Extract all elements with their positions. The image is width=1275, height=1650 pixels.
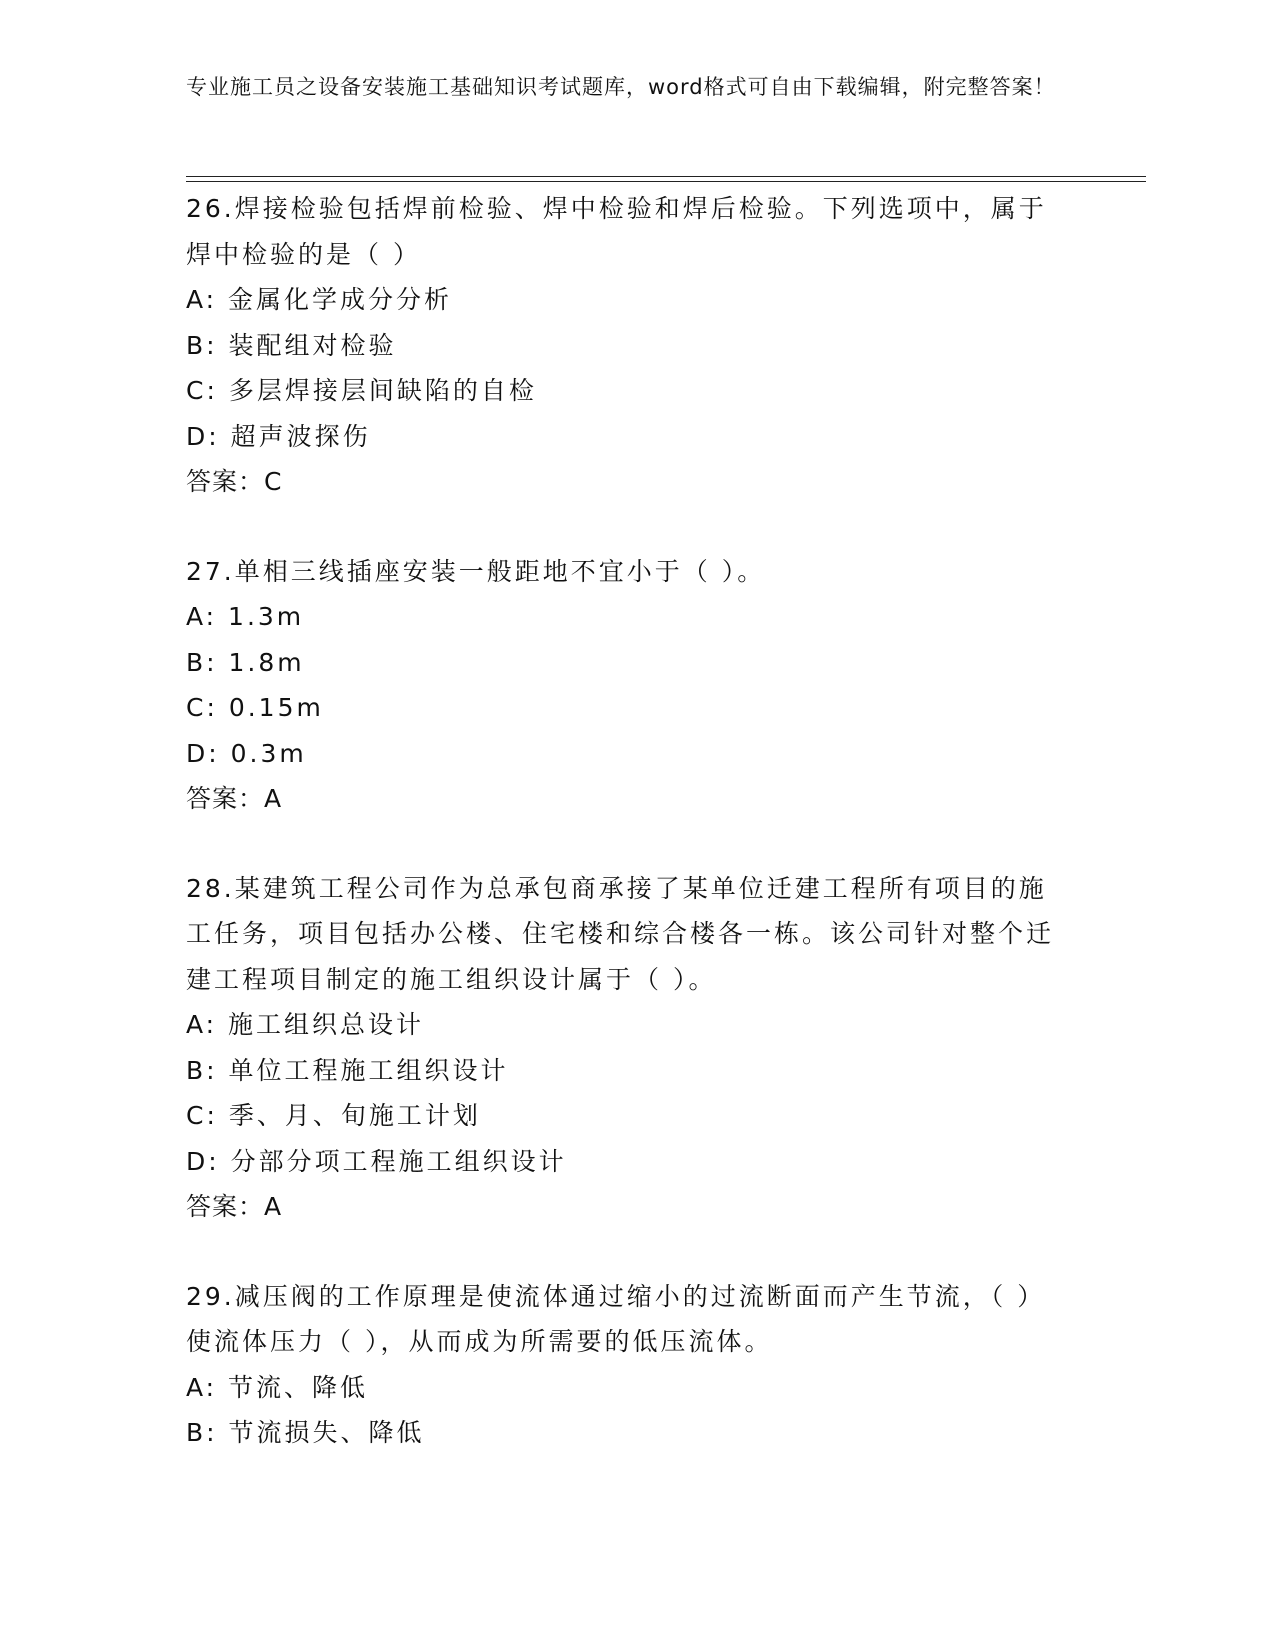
- question-stem: 28.某建筑工程公司作为总承包商承接了某单位迁建工程所有项目的施工任务，项目包括办公楼、住宅楼和综合楼各一栋。该公司针对整个迁建工程项目制定的施工组织设计属于（ ）。: [186, 873, 1055, 994]
- rule-line-bottom: [186, 181, 1146, 182]
- option-c: C: 多层焊接层间缺陷的自检: [186, 376, 537, 405]
- question-stem: 26.焊接检验包括焊前检验、焊中检验和焊后检验。下列选项中，属于焊中检验的是（ ）: [186, 194, 1047, 269]
- option-d: D: 分部分项工程施工组织设计: [186, 1146, 567, 1176]
- option-a: A: 节流、降低: [186, 1372, 369, 1402]
- rule-line-top: [186, 176, 1146, 177]
- answer: 答案：C: [186, 467, 283, 496]
- option-c: C: 季、月、旬施工计划: [186, 1101, 481, 1130]
- question-stem: 27.单相三线插座安装一般距地不宜小于（ ）。: [186, 556, 766, 586]
- question-27: [186, 549, 1086, 822]
- option-d: D: 超声波探伤: [186, 421, 371, 451]
- option-b: B: 节流损失、降低: [186, 1418, 425, 1447]
- option-b: B: 装配组对检验: [186, 330, 397, 360]
- answer: 答案：A: [186, 1192, 283, 1221]
- option-c: C: 0.15m: [186, 693, 324, 722]
- question-list: [186, 186, 1086, 1500]
- question-26: [186, 186, 1086, 505]
- question-29: [186, 1274, 1086, 1456]
- option-b: B: 单位工程施工组织设计: [186, 1055, 509, 1085]
- option-a: A: 1.3m: [186, 602, 305, 631]
- option-b: B: 1.8m: [186, 647, 305, 677]
- question-stem: 29.减压阀的工作原理是使流体通过缩小的过流断面而产生节流，（ ）使流体压力（ ），从而成为所需要的低压流体。: [186, 1281, 1046, 1356]
- answer: 答案：A: [186, 784, 283, 813]
- question-28: [186, 866, 1086, 1230]
- document-header: 专业施工员之设备安装施工基础知识考试题库，word格式可自由下载编辑，附完整答案！: [186, 75, 1056, 99]
- option-a: A: 施工组织总设计: [186, 1010, 425, 1039]
- option-a: A: 金属化学成分分析: [186, 285, 453, 314]
- header-double-rule: [186, 176, 1146, 183]
- option-d: D: 0.3m: [186, 738, 307, 768]
